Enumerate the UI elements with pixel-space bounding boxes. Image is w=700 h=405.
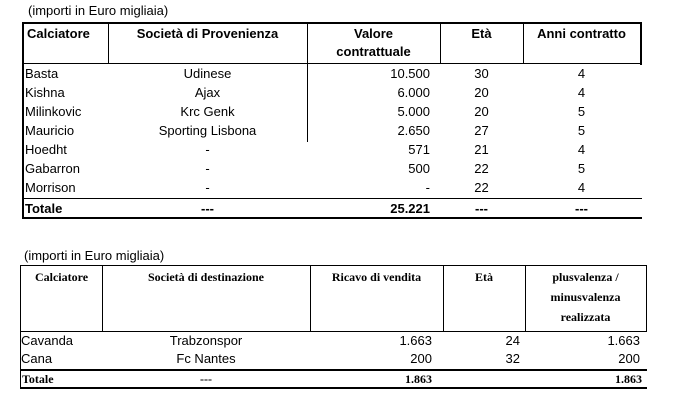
table2-header-gain: plusvalenza / — [552, 270, 619, 284]
table1-header-player: Calciatore — [27, 26, 90, 41]
cell-player: Gabarron — [25, 161, 80, 176]
table1-top-border — [22, 22, 642, 24]
table2-header-club: Società di destinazione — [148, 270, 264, 284]
table1-header-age: Età — [471, 26, 492, 41]
cell-player: Cana — [21, 351, 53, 366]
cell-years: 4 — [577, 180, 586, 195]
table2-caption: (importi in Euro migliaia) — [24, 248, 165, 263]
cell-value: 5.000 — [397, 104, 430, 119]
cell-club: - — [205, 180, 210, 195]
table2-total-bottom-border — [20, 387, 647, 389]
table2-header-gain-line2: minusvalenza — [550, 290, 621, 304]
table1-left-border — [22, 22, 24, 219]
table1-caption: (importi in Euro migliaia) — [28, 3, 169, 18]
cell-age: 20 — [474, 104, 489, 119]
table1-total-top-border — [22, 198, 642, 199]
table1-right-border — [640, 22, 642, 65]
cell-player: Kishna — [25, 85, 65, 100]
table2-header-gain-line3: realizzata — [560, 310, 611, 324]
cell-age: 27 — [474, 123, 489, 138]
cell-club: Fc Nantes — [176, 351, 236, 366]
cell-club: - — [205, 161, 210, 176]
cell-value: 6.000 — [397, 85, 430, 100]
total-age: --- — [475, 201, 488, 216]
cell-club: - — [205, 142, 210, 157]
total-gain: 1.863 — [615, 372, 642, 386]
cell-player: Basta — [25, 66, 59, 81]
total-label: Totale — [25, 201, 63, 216]
table2-header-divider — [20, 331, 647, 332]
cell-gain: 1.663 — [607, 333, 640, 348]
cell-age: 22 — [474, 180, 489, 195]
cell-value: 2.650 — [397, 123, 430, 138]
cell-value: 571 — [408, 142, 430, 157]
total-revenue: 1.863 — [405, 372, 432, 386]
cell-revenue: 200 — [410, 351, 432, 366]
table1-header-club: Società di Provenienza — [136, 26, 279, 41]
table2-header-revenue: Ricavo di vendita — [331, 270, 422, 284]
total-years: --- — [575, 201, 588, 216]
table2-header-player: Calciatore — [34, 270, 89, 284]
cell-player: Morrison — [25, 180, 76, 195]
cell-years: 4 — [577, 66, 586, 81]
cell-player: Hoedht — [25, 142, 67, 157]
cell-age: 20 — [474, 85, 489, 100]
cell-club: Krc Genk — [180, 104, 235, 119]
table2-header-age: Età — [475, 270, 493, 284]
table1-header-divider — [22, 63, 642, 64]
cell-years: 5 — [577, 123, 586, 138]
table2-total-top-border — [20, 369, 647, 371]
total-club: --- — [200, 372, 212, 386]
cell-age: 24 — [505, 333, 520, 348]
total-label: Totale — [22, 372, 54, 386]
cell-years: 5 — [577, 104, 586, 119]
table1-total-bottom-border — [22, 217, 642, 219]
table1-header-value: Valore — [353, 26, 394, 41]
cell-value: 500 — [408, 161, 430, 176]
cell-revenue: 1.663 — [399, 333, 432, 348]
cell-years: 4 — [577, 85, 586, 100]
cell-years: 5 — [577, 161, 586, 176]
cell-player: Milinkovic — [25, 104, 82, 119]
cell-player: Cavanda — [21, 333, 74, 348]
cell-value: 10.500 — [390, 66, 430, 81]
total-value: 25.221 — [390, 201, 430, 216]
total-club: --- — [201, 201, 214, 216]
cell-gain: 200 — [618, 351, 640, 366]
table2-top-border — [20, 265, 647, 266]
cell-club: Udinese — [183, 66, 232, 81]
cell-club: Sporting Lisbona — [158, 123, 257, 138]
cell-value: - — [425, 180, 430, 195]
cell-age: 22 — [474, 161, 489, 176]
cell-club: Ajax — [194, 85, 221, 100]
cell-age: 32 — [505, 351, 520, 366]
table1-header-value-line2: contrattuale — [336, 44, 411, 59]
cell-age: 30 — [474, 66, 489, 81]
cell-years: 4 — [577, 142, 586, 157]
cell-club: Trabzonspor — [169, 333, 243, 348]
table2-right-border — [646, 265, 647, 332]
cell-player: Mauricio — [25, 123, 75, 138]
table1-header-years: Anni contratto — [537, 26, 626, 41]
cell-age: 21 — [474, 142, 489, 157]
